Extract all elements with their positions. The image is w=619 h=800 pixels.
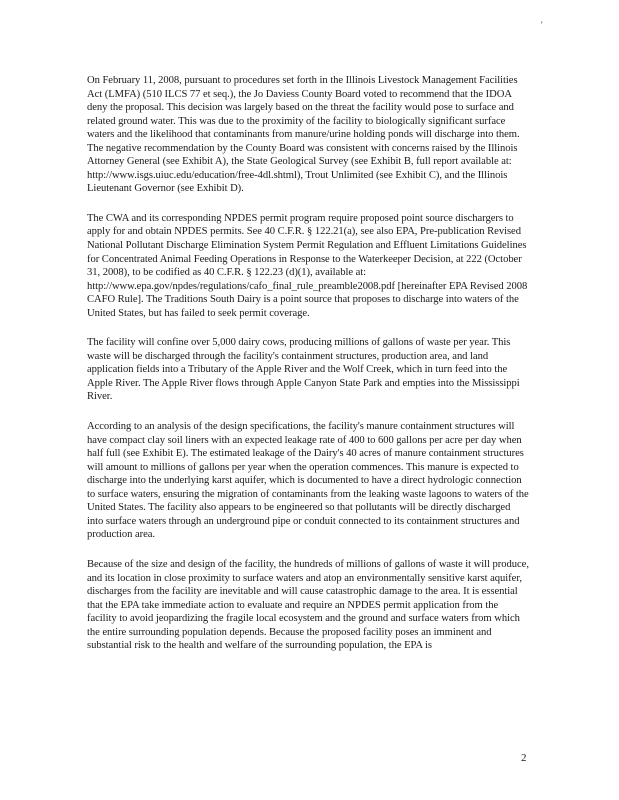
page-number: 2 — [521, 752, 527, 764]
paragraph-cwa-npdes: The CWA and its corresponding NPDES permit program require proposed point source dischargers to apply for and obtain NPDES permits. See 40 C.F.R. § 122.21(a), see also EPA, Pre-publication Revised National Pollutant Discharge Elimination System Permit Regulation and Effluent Limitations Guidelines for Concentrated Animal Feeding Operations in Response to the Waterkeeper Decision, at 222 (October 31, 2008), to be codified as 40 C.F.R. § 122.23 (d)(1), available at: http://www.epa.gov/npdes/regulations/cafo_final_rule_preamble2008.pdf [hereinafter EPA Revised 2008 CAFO Rule]. The Traditions South Dairy is a point source that proposes to discharge into waters of the United States, but has failed to seek permit coverage. — [87, 212, 528, 319]
paragraph-design-analysis: According to an analysis of the design specifications, the facility's manure containment structures will have compact clay soil liners with an expected leakage rate of 400 to 600 gallons per acre per day when half full (see Exhibit E). The estimated leakage of the Dairy's 40 acres of manure containment structures will amount to millions of gallons per year when the operation commences. This manure is expected to discharge into the underlying karst aquifer, which is documented to have a direct hydrologic connection to surface waters, ensuring the migration of contaminants from the leaking waste lagoons to waters of the United States. The facility also appears to be engineered so that pollutants will be directly discharged into surface waters through an underground pipe or conduit connected to its containment structures and production area. — [87, 421, 529, 541]
paragraph-conclusion: Because of the size and design of the facility, the hundreds of millions of gallons of waste it will produce, and its location in close proximity to surface waters and atop an environmentally sensitive karst aquifer, discharges from the facility are inevitable and will cause catastrophic damage to the area. It is essential that the EPA take immediate action to evaluate and require an NPDES permit application from the facility to avoid jeopardizing the fragile local ecosystem and the ground and surface waters from which the entire surrounding population depends. Because the proposed facility poses an imminent and substantial risk to the health and welfare of the surrounding population, the EPA is — [87, 558, 529, 652]
paragraph-county-board: On February 11, 2008, pursuant to procedures set forth in the Illinois Livestock Management Facilities Act (LMFA) (510 ILCS 77 et seq.), the Jo Daviess County Board voted to recommend that the IDOA deny the proposal. This decision was largely based on the threat the facility would pose to surface and related ground water. This was due to the proximity of the facility to biologically significant surface waters and the likelihood that contaminants from manure/urine holding ponds will discharge into them. The negative recommendation by the County Board was consistent with concerns raised by the Illinois Attorney General (see Exhibit A), the State Geological Survey (see Exhibit B, full report available at: http://www.isgs.uiuc.edu/education/free-4dl.shtml), Trout Unlimited (see Exhibit C), and the Illinois Lieutenant Governor (see Exhibit D). — [87, 75, 520, 195]
document-body — [87, 74, 529, 669]
paragraph-facility-waste: The facility will confine over 5,000 dairy cows, producing millions of gallons of waste per year. This waste will be discharged through the facility's containment structures, production area, and land application fields into a Tributary of the Apple River and the Wolf Creek, which in turn feed into the Apple River. The Apple River flows through Apple Canyon State Park and empties into the Mississippi River. — [87, 337, 520, 403]
corner-mark: ' — [541, 20, 543, 30]
